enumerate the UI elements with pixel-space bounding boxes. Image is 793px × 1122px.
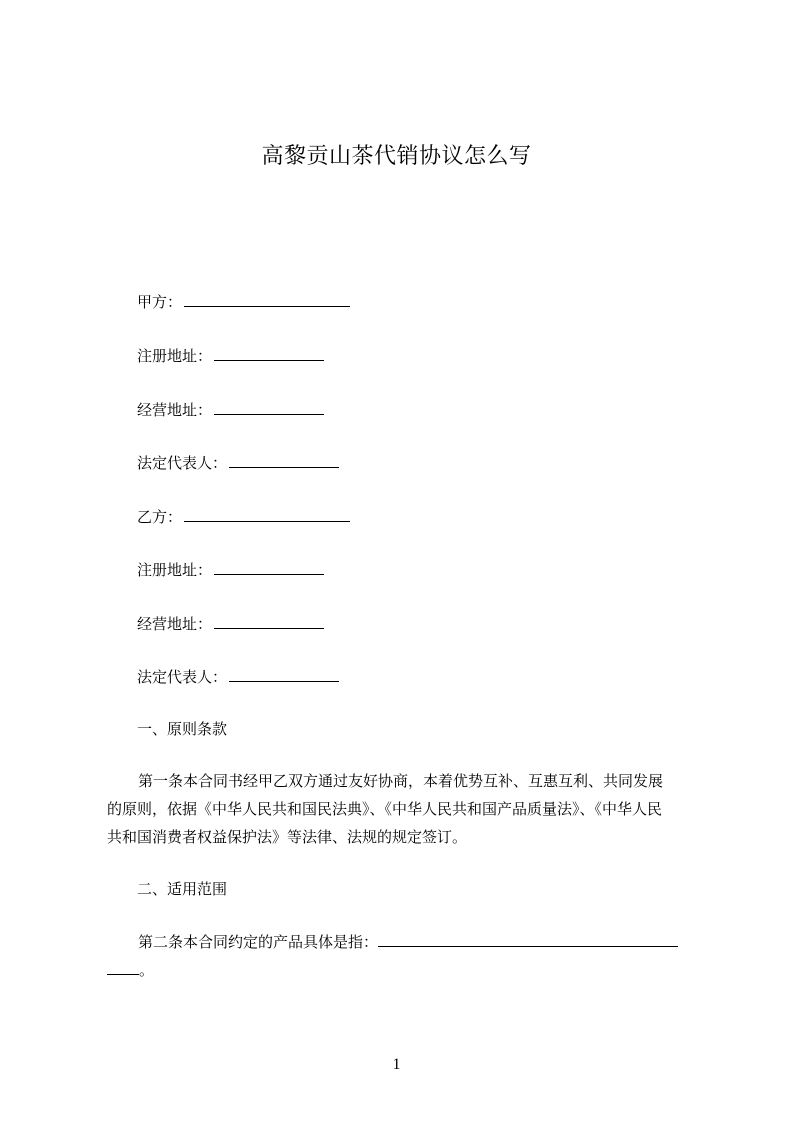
party-b-blank[interactable] — [184, 506, 350, 522]
party-b-biz-address-field — [137, 613, 324, 634]
party-a-biz-address-blank[interactable] — [214, 399, 324, 415]
party-a-legal-rep-field — [137, 452, 339, 473]
party-b-legal-rep-field — [137, 666, 339, 687]
section1-heading: 一、原则条款 — [137, 720, 228, 738]
party-b-biz-address-label: 经营地址： — [137, 615, 213, 633]
section1-line: 的原则，依据《中华人民共和国民法典》、《中华人民共和国产品质量法》、《中华人民 — [107, 800, 663, 818]
party-b-reg-address-blank[interactable] — [214, 559, 324, 575]
party-b-biz-address-blank[interactable] — [214, 613, 324, 629]
party-a-reg-address-field — [137, 345, 324, 366]
product-blank-continued[interactable] — [107, 959, 139, 975]
section2-clause-text: 第二条本合同约定的产品具体是指： — [138, 933, 379, 951]
party-b-legal-rep-blank[interactable] — [229, 666, 339, 682]
section1-paragraph — [107, 767, 703, 851]
section2-clause-line — [107, 928, 703, 956]
product-blank[interactable] — [378, 931, 678, 947]
section2-clause-end: 。 — [139, 961, 155, 979]
party-a-reg-address-label: 注册地址： — [137, 347, 213, 365]
party-a-biz-address-label: 经营地址： — [137, 401, 213, 419]
party-b-label: 乙方： — [137, 508, 183, 526]
party-a-blank[interactable] — [184, 291, 350, 307]
page-number: 1 — [392, 1056, 401, 1073]
section2-clause-line-2 — [107, 956, 703, 984]
party-a-label: 甲方： — [137, 293, 183, 311]
party-b-field — [137, 506, 350, 527]
section1-line: 共和国消费者权益保护法》等法律、法规的规定签订。 — [107, 828, 468, 846]
section2-heading: 二、适用范围 — [137, 880, 228, 898]
party-a-legal-rep-blank[interactable] — [229, 452, 339, 468]
document-title: 高黎贡山茶代销协议怎么写 — [261, 144, 532, 169]
party-a-legal-rep-label: 法定代表人： — [137, 454, 228, 472]
party-a-field — [137, 291, 350, 312]
section1-line: 第一条本合同书经甲乙双方通过友好协商，本着优势互补、互惠互利、共同发展 — [138, 772, 664, 790]
section2-paragraph — [107, 928, 703, 984]
party-b-legal-rep-label: 法定代表人： — [137, 668, 228, 686]
party-a-reg-address-blank[interactable] — [214, 345, 324, 361]
party-b-reg-address-field — [137, 559, 324, 580]
party-b-reg-address-label: 注册地址： — [137, 561, 213, 579]
party-a-biz-address-field — [137, 399, 324, 420]
